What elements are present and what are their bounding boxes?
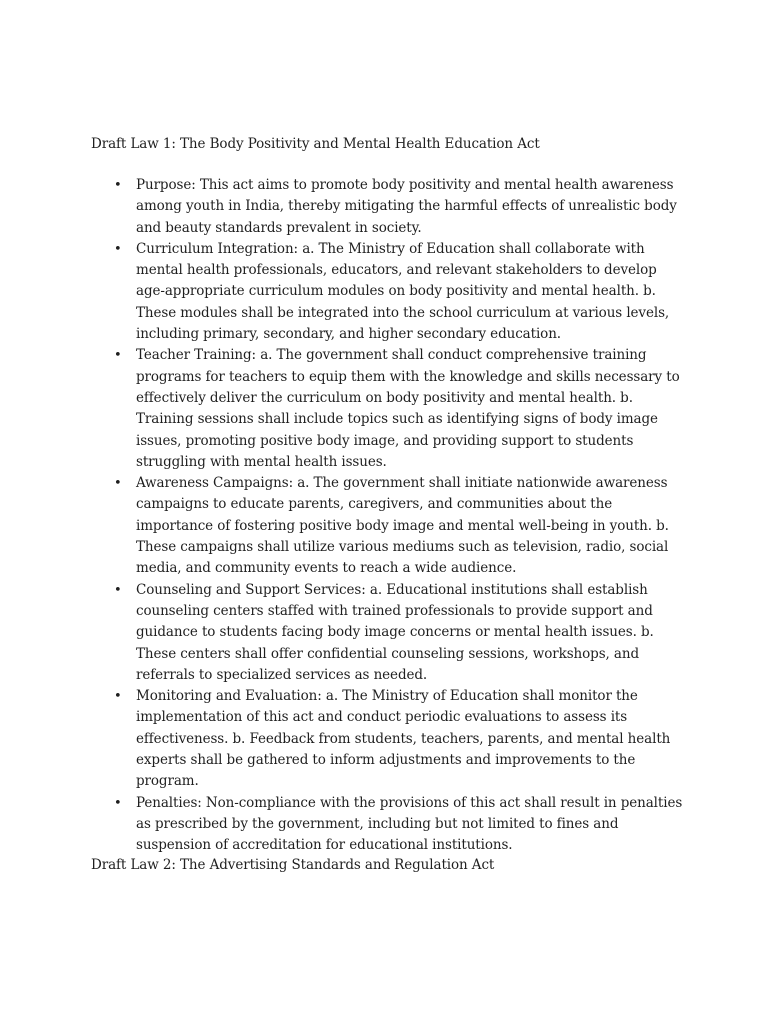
list-item-text: Curriculum Integration: a. The Ministry of Education shall collaborate with mental health professionals, educators, and relevant stakeholders to develop age-appropriate curriculum modules on body positivity and mental health. b. These modules shall be integrated into the school curriculum at various levels, including primary, secondary, and higher secondary education. xyxy=(136,240,670,343)
list-item xyxy=(114,239,684,345)
bullet-icon: • xyxy=(114,178,122,193)
law1-bullet-list xyxy=(114,175,684,857)
list-item xyxy=(114,686,684,792)
list-item xyxy=(114,580,684,686)
list-item-text: Monitoring and Evaluation: a. The Ministry of Education shall monitor the implementation of this act and conduct periodic evaluations to assess its effectiveness. b. Feedback from students, teachers, parents, and mental health experts shall be gathered to inform adjustments and improvements to the program. xyxy=(136,688,671,790)
bullet-icon: • xyxy=(114,476,122,492)
list-item xyxy=(114,175,684,239)
bullet-icon: • xyxy=(114,582,122,598)
list-item xyxy=(114,793,684,857)
law2-heading: Draft Law 2: The Advertising Standards and Regulation Act xyxy=(91,857,495,873)
bullet-icon: • xyxy=(114,241,122,257)
list-item-text: Teacher Training: a. The government shall conduct comprehensive training programs for teachers to equip them with the knowledge and skills necessary to effectively deliver the curriculum on body positivity and mental health. b. Training sessions shall include topics such as identifying signs of body image issues, promoting positive body image, and providing support to students struggling with mental health issues. xyxy=(136,347,680,470)
list-item-text: Penalties: Non-compliance with the provisions of this act shall result in penalties as prescribed by the government, including but not limited to fines and suspension of accreditation for educational institutions. xyxy=(136,794,683,854)
list-item xyxy=(114,345,684,473)
list-item-text: Counseling and Support Services: a. Educational institutions shall establish counseling centers staffed with trained professionals to provide support and guidance to students facing body image concerns or mental health issues. b. These centers shall offer confidential counseling sessions, workshops, and referrals to specialized services as needed. xyxy=(136,581,654,683)
bullet-icon: • xyxy=(114,795,122,811)
bullet-icon: • xyxy=(114,348,122,364)
list-item-text: Purpose: This act aims to promote body positivity and mental health awareness among youth in India, thereby mitigating the harmful effects of unrealistic body and beauty standards prevalent in society. xyxy=(136,177,677,236)
law1-heading: Draft Law 1: The Body Positivity and Mental Health Education Act xyxy=(91,136,540,152)
list-item xyxy=(114,473,684,579)
bullet-icon: • xyxy=(114,689,122,705)
list-item-text: Awareness Campaigns: a. The government shall initiate nationwide awareness campaigns to educate parents, caregivers, and communities about the importance of fostering positive body image and mental well-being in youth. b. These campaigns shall utilize various mediums such as television, radio, social media, and community events to reach a wide audience. xyxy=(136,475,669,577)
